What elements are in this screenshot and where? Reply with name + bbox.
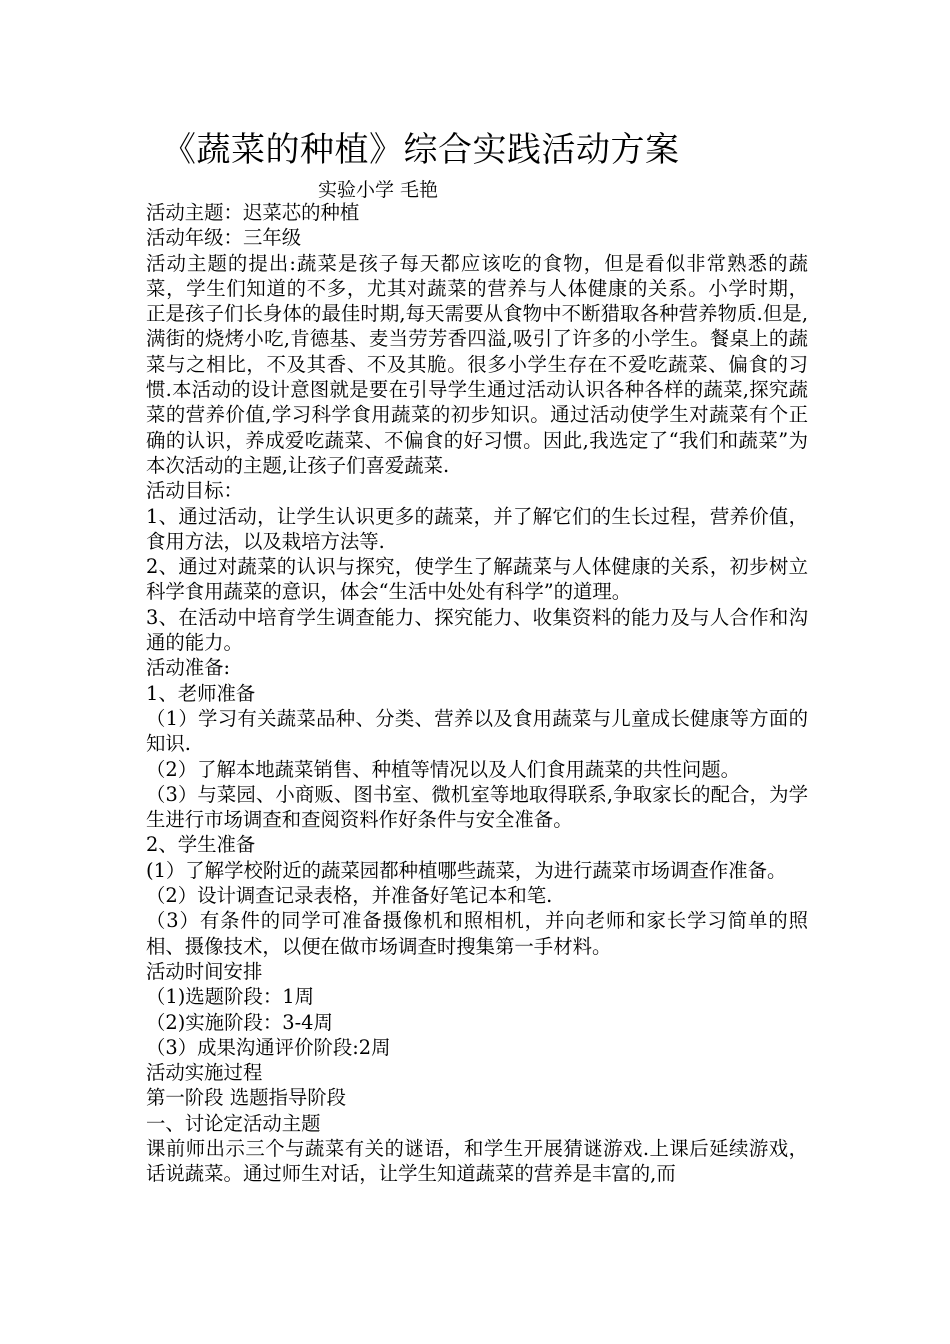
paragraph: 活动主题：迟菜芯的种植 [146, 201, 360, 224]
paragraph: 课前师出示三个与蔬菜有关的谜语，和学生开展猜谜游戏.上课后延续游戏，话说蔬菜。通过师生对话，让学生知道蔬菜的营养是丰富的,而 [146, 1136, 808, 1186]
paragraph: 活动准备: [146, 656, 231, 680]
document-title: 《蔬菜的种植》综合实践活动方案 [162, 130, 680, 170]
paragraph: 一、讨论定活动主题 [146, 1111, 321, 1135]
paragraph: 活动主题的提出:蔬菜是孩子每天都应该吃的食物，但是看似非常熟悉的蔬菜，学生们知道的不多，尤其对蔬菜的营养与人体健康的关系。小学时期， 正是孩子们长身体的最佳时期,每天需要从食物中不断猎取各种营养物质.但是,满街的烧烤小吃,肯德基、麦当劳芳香四溢,吸引了许多的小学生。餐桌上的蔬菜与之相比，不及其香、不及其脆。很多小学生存在不爱吃蔬菜、偏食的习惯.本活动的设计意图就是要在引导学生通过活动认识各种各样的蔬菜,探究蔬菜的营养价值,学习科学食用蔬菜的初步知识。通过活动使学生对蔬菜有个正确的认识，养成爱吃蔬菜、不偏食的好习惯。因此,我选定了“我们和蔬菜”为本次活动的主题,让孩子们喜爱蔬菜. [146, 251, 808, 477]
paragraph: 1、通过活动，让学生认识更多的蔬菜，并了解它们的生长过程，营养价值，食用方法，以及栽培方法等. [146, 504, 808, 553]
paragraph: （3）有条件的同学可准备摄像机和照相机，并向老师和家长学习简单的照相、摄像技术，以便在做市场调查时搜集第一手材料。 [146, 909, 808, 958]
paragraph: 活动实施过程 [146, 1061, 263, 1085]
paragraph: 1、老师准备 [146, 681, 256, 705]
paragraph: 活动时间安排 [146, 959, 263, 983]
paragraph: （2）设计调查记录表格，并准备好笔记本和笔. [146, 884, 553, 908]
paragraph: 第一阶段 选题指导阶段 [146, 1086, 347, 1110]
document-author: 实验小学 毛艳 [318, 179, 439, 201]
paragraph: 2、学生准备 [146, 833, 256, 857]
paragraph: 3、在活动中培育学生调查能力、探究能力、收集资料的能力及与人合作和沟通的能力。 [146, 605, 808, 655]
paragraph: 活动年级：三年级 [146, 226, 302, 250]
paragraph: （1）学习有关蔬菜品种、分类、营养以及食用蔬菜与儿童成长健康等方面的知识. [146, 706, 808, 756]
paragraph: （2)实施阶段：3-4周 [146, 1010, 333, 1034]
paragraph: (1）了解学校附近的蔬菜园都种植哪些蔬菜，为进行蔬菜市场调查作准备。 [146, 858, 787, 882]
paragraph: （2）了解本地蔬菜销售、种植等情况以及人们食用蔬菜的共性问题。 [146, 757, 741, 781]
paragraph: （3）与菜园、小商贩、图书室、微机室等地取得联系,争取家长的配合，为学生进行市场调查和查阅资料作好条件与安全准备。 [146, 782, 808, 832]
paragraph: 2、通过对蔬菜的认识与探究，使学生了解蔬菜与人体健康的关系，初步树立科学食用蔬菜的意识，体会“生活中处处有科学”的道理。 [146, 555, 808, 604]
document-body [146, 200, 808, 1187]
paragraph: 活动目标： [146, 479, 243, 503]
paragraph: （1)选题阶段：1周 [146, 985, 314, 1009]
paragraph: （3）成果沟通评价阶段:2周 [146, 1035, 391, 1059]
